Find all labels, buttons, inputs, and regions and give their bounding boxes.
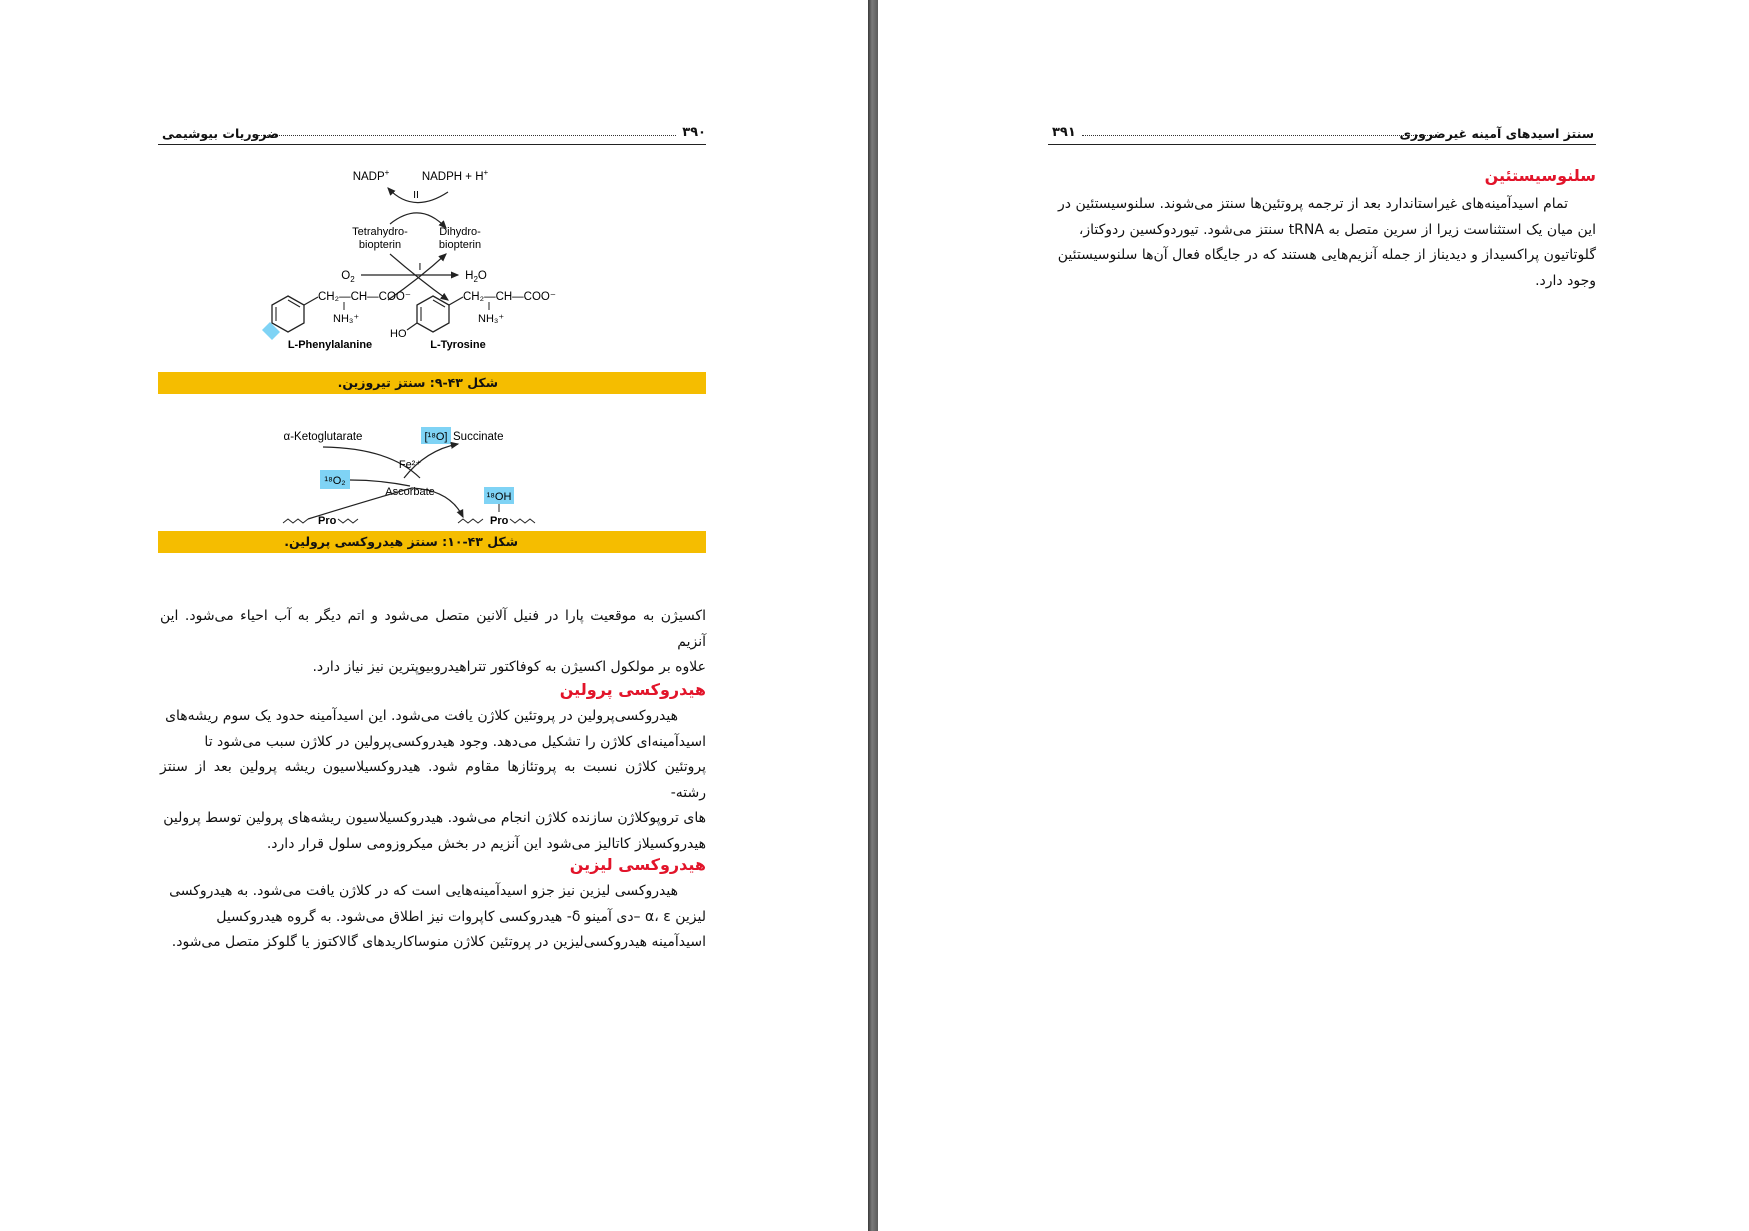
paragraph-line: های تروپوکلاژن سازنده کلاژن انجام می‌شود. هیدروکسیلاسیون ریشه‌های پرولین توسط پرولین (163, 810, 706, 827)
oh18-label: ¹⁸OH (486, 491, 512, 503)
step-ii-label: II (413, 189, 419, 201)
nadph-sup: + (483, 168, 489, 177)
hydroxylysine-paragraph (160, 879, 706, 956)
o2-sub: 2 (350, 275, 355, 284)
intro-line: علاوه بر مولکول اکسیژن به کوفاکتور تتراهیدروبیوپترین نیز نیاز دارد. (312, 659, 706, 676)
left-chain-zigzag (283, 519, 308, 523)
phe-para-highlight (262, 322, 280, 340)
hydroxyproline-heading: هیدروکسی پرولین (559, 680, 706, 699)
figure-9-caption: شکل ۴۳-۹: سنتز تیروزین. (337, 375, 498, 390)
left-page-number: ۳۹۰ (682, 125, 706, 140)
right-chain-zigzag (458, 519, 483, 523)
svg-text:NADPH + H+ (422, 168, 489, 183)
right-page-number: ۳۹۱ (1052, 125, 1076, 140)
right-page-header-title: سنتز اسیدهای آمینه غیرضروری (1399, 126, 1594, 141)
figure-10-caption-bar (158, 531, 706, 553)
figure-10-caption: شکل ۴۳-۱۰: سنتز هیدروکسی پرولین. (284, 534, 518, 549)
tyr-side-chain: CH₂—CH—COO⁻ (463, 291, 556, 303)
intro-line: اکسیژن به موقعیت پارا در فنیل آلانین متصل می‌شود و اتم دیگر به آب احیاء می‌شود. این آنزیم (160, 608, 706, 650)
o2-label: O (341, 270, 351, 282)
paragraph-line: گلوتاتیون پراکسیداز و دیدیناز از جمله آنزیم‌هایی هستند که در جایگاه فعال آن‌ها سلنوسیستئین (1057, 247, 1596, 264)
tyr-label: L-Tyrosine (430, 339, 486, 351)
paragraph-line: اسیدآمینه هیدروکسی‌لیزین در پروتئین کلاژن منوساکاریدهای گالاکتوز یا گلوکز متصل می‌شود. (171, 934, 706, 951)
paragraph-line: هیدروکسی لیزین نیز جزو اسیدآمینه‌هایی است که در کلاژن یافت می‌شود. به هیدروکسی (169, 883, 678, 899)
header-dot-leader (1082, 135, 1436, 136)
h2o-label: H (465, 270, 474, 282)
fe-label: Fe²⁺ (398, 459, 422, 471)
paragraph-line: هیدروکسیلاز کاتالیز می‌شود این آنزیم در بخش میکروزومی سلول قرار دارد. (266, 835, 706, 852)
left-page-header (158, 122, 706, 145)
figure-hydroxyproline-synthesis (158, 420, 706, 530)
figure-9-caption-bar (158, 372, 706, 394)
phe-label: L-Phenylalanine (287, 339, 373, 351)
succinate-label: Succinate (453, 431, 504, 443)
nadph-label: NADPH + H (421, 171, 484, 183)
phe-side-chain: CH₂—CH—COO⁻ (318, 291, 411, 303)
alpha-kg-label: α-Ketoglutarate (283, 431, 363, 443)
pro-label: Pro (318, 515, 337, 527)
tetrahydro-line2: biopterin (358, 239, 402, 251)
nadp-label: NADP (352, 171, 385, 183)
dihydro-line1: Dihydro- (439, 226, 481, 238)
hydroxylysine-heading: هیدروکسی لیزین (569, 855, 706, 874)
book-gutter (868, 0, 878, 1231)
hyp-pro-label: Pro (490, 515, 509, 527)
tyr-nh3: NH₃⁺ (478, 313, 505, 325)
tyr-ho: HO (390, 328, 407, 340)
right-page (878, 0, 1749, 1231)
tyr-ring (417, 296, 449, 332)
dihydro-line2: biopterin (438, 239, 482, 251)
tetrahydro-line1: Tetrahydro- (352, 226, 408, 238)
svg-text:O2 (341, 270, 355, 284)
svg-text:H2O (465, 270, 487, 284)
paragraph-line: اسیدآمینه‌ای کلاژن را تشکیل می‌دهد. وجود هیدروکسی‌پرولین در کلاژن سبب می‌شود تا (204, 733, 706, 750)
hydroxyproline-paragraph (160, 704, 706, 858)
paragraph-line: پروتئین کلاژن نسبت به پروتئازها مقاوم شود. هیدروکسیلاسیون ریشه پرولین بعد از سنتز رشته- (160, 759, 706, 801)
intro-paragraph (160, 604, 706, 681)
nadp-sup: + (384, 168, 390, 177)
selenocysteine-heading: سلنوسیستئین (1484, 166, 1596, 185)
h2o-o: O (477, 270, 487, 282)
phe-ring (272, 296, 304, 332)
paragraph-line: هیدروکسی‌پرولین در پروتئین کلاژن یافت می‌شود. این اسیدآمینه حدود یک سوم ریشه‌های (165, 708, 678, 724)
o18-label: [¹⁸O] (424, 431, 448, 443)
step-i-label: I (418, 261, 422, 273)
header-dot-leader (258, 135, 676, 136)
right-page-header (1048, 122, 1596, 145)
selenocysteine-paragraph (1048, 192, 1596, 294)
paragraph-line: این میان یک استثناست زیرا از سرین متصل به tRNA سنتز می‌شود. تیوردوکسین ردوکتاز، (1078, 221, 1596, 238)
phe-nh3: NH₃⁺ (333, 313, 360, 325)
left-page-header-title: ضروریات بیوشیمی (162, 126, 280, 141)
figure-tyrosine-synthesis (158, 160, 706, 365)
paragraph-line: لیزین α، ε –دی آمینو δ- هیدروکسی کاپروات نیز اطلاق می‌شود. به گروه هیدروکسیل (216, 908, 706, 925)
h2o-sub: 2 (473, 275, 478, 284)
ascorbate-label: Ascorbate (385, 486, 435, 498)
left-page (0, 0, 868, 1231)
paragraph-line: تمام اسیدآمینه‌های غیراستاندارد بعد از ترجمه پروتئین‌ها سنتز می‌شوند. سلنوسیستئین در (1058, 196, 1568, 212)
svg-text:NADP+ (353, 168, 390, 183)
o2-18-label: ¹⁸O₂ (324, 475, 346, 487)
paragraph-line: وجود دارد. (1535, 272, 1596, 289)
